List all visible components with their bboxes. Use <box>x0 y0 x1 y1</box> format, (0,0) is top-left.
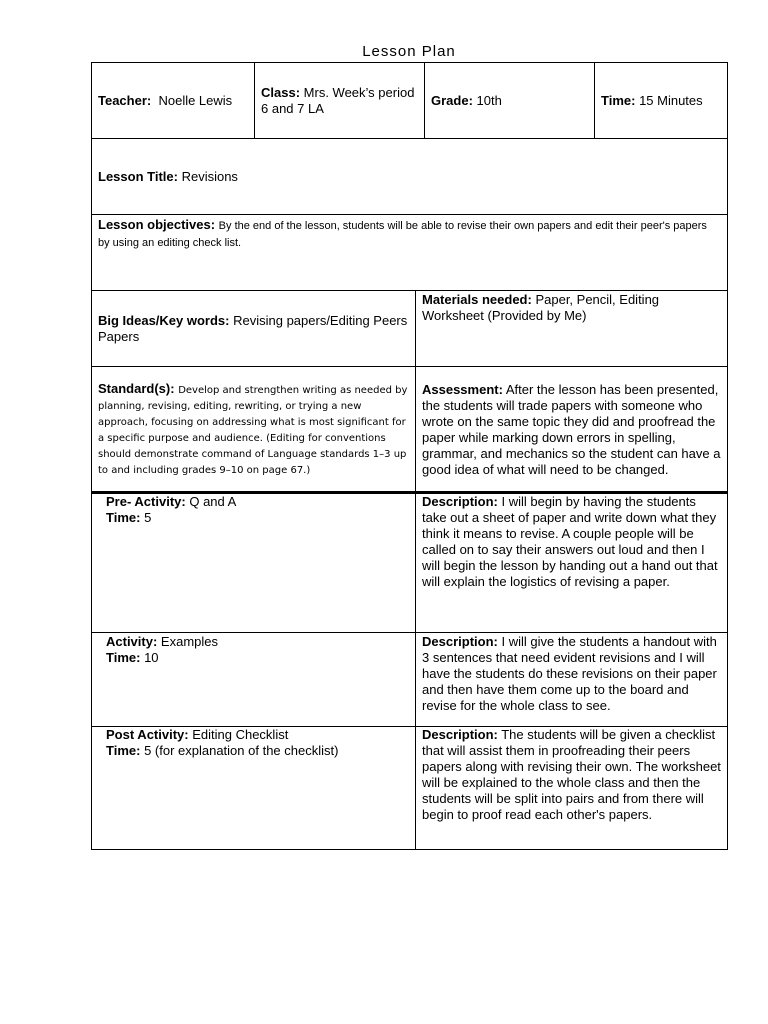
grade-cell <box>424 62 595 139</box>
post-activity-cell <box>91 726 416 850</box>
lesson-title-cell <box>91 138 728 215</box>
pre-activity-time-label: Time: <box>106 510 141 525</box>
pre-activity-description-value: I will begin by having the students take out a sheet of paper and write down what they think it means to revise. A couple people will be called on to say their answers out loud and then I will begin the lesson by handing out a hand out that will explain the logistics of revising a paper. <box>422 494 718 589</box>
activity-time-value: 10 <box>144 650 159 665</box>
lesson-title-label: Lesson Title: <box>98 168 178 184</box>
materials-cell <box>415 290 728 367</box>
pre-activity-time-value: 5 <box>144 510 152 525</box>
post-activity-description-cell <box>415 726 728 850</box>
time-value: 15 Minutes <box>639 92 703 108</box>
assessment-label: Assessment: <box>422 382 503 397</box>
class-cell <box>254 62 425 139</box>
teacher-value: Noelle Lewis <box>158 92 233 108</box>
standards-cell <box>91 366 416 493</box>
time-cell <box>594 62 728 139</box>
assessment-value: After the lesson has been presented, the students will trade papers with someone who wrote on the same topic they did and proofread the paper while marking down errors in spelling, grammar, and mechanics so the student can have a good idea of what will need to be changed. <box>422 382 721 477</box>
post-activity-description-label: Description: <box>422 727 498 742</box>
materials-value: Paper, Pencil, Editing Worksheet (Provided by Me) <box>422 292 660 323</box>
activity-cell <box>91 632 416 727</box>
pre-activity-description-label: Description: <box>422 494 498 509</box>
big-ideas-cell <box>91 290 416 367</box>
post-activity-value: Editing Checklist <box>192 727 289 742</box>
post-activity-time-label: Time: <box>106 743 141 758</box>
activity-label: Activity: <box>106 634 158 649</box>
class-value: Mrs. Week’s period 6 and 7 LA <box>261 84 415 116</box>
assessment-cell <box>415 366 728 493</box>
standards-label: Standard(s): <box>98 381 175 396</box>
lesson-title-value: Revisions <box>181 168 238 184</box>
page-title: Lesson Plan <box>362 43 456 60</box>
activity-time-label: Time: <box>106 650 141 665</box>
big-ideas-label: Big Ideas/Key words: <box>98 313 230 328</box>
objectives-label: Lesson objectives: <box>98 217 216 232</box>
pre-activity-label: Pre- Activity: <box>106 494 186 509</box>
pre-activity-cell <box>91 492 416 633</box>
big-ideas-value: Revising papers/Editing Peers Papers <box>98 313 408 344</box>
activity-description-label: Description: <box>422 634 498 649</box>
post-activity-time-value: 5 (for explanation of the checklist) <box>144 743 339 758</box>
grade-value: 10th <box>476 92 502 108</box>
activity-description-cell <box>415 632 728 727</box>
activity-value: Examples <box>160 634 218 649</box>
materials-label: Materials needed: <box>422 292 532 307</box>
post-activity-description-value: The students will be given a checklist that will assist them in proofreading their peers papers along with revising their own. The worksheet will be explained to the whole class and then the students will be split into pairs and from there will begin to proof read each other's papers. <box>422 727 721 822</box>
activity-description-value: I will give the students a handout with 3 sentences that need evident revisions and I will have the students do these revisions on their paper and then have them come up to the board and revise for the whole class to see. <box>422 634 717 713</box>
objectives-value: By the end of the lesson, students will be able to revise their own papers and edit their peer's papers by using an editing check list. <box>98 220 707 249</box>
teacher-label: Teacher: <box>98 92 152 108</box>
grade-label: Grade: <box>431 92 473 108</box>
standards-value: Develop and strengthen writing as needed by planning, revising, editing, rewriting, or trying a new approach, focusing on addressing what is most significant for a specific purpose and audience. (Editing for conventions should demonstrate command of Language standards 1–3 up to and including grades 9–10 on page 67.) <box>98 385 408 476</box>
pre-activity-value: Q and A <box>189 494 237 509</box>
objectives-cell <box>91 214 728 291</box>
time-label: Time: <box>601 92 636 108</box>
class-label: Class: <box>261 84 301 100</box>
pre-activity-description-cell <box>415 492 728 633</box>
teacher-cell <box>91 62 255 139</box>
post-activity-label: Post Activity: <box>106 727 189 742</box>
